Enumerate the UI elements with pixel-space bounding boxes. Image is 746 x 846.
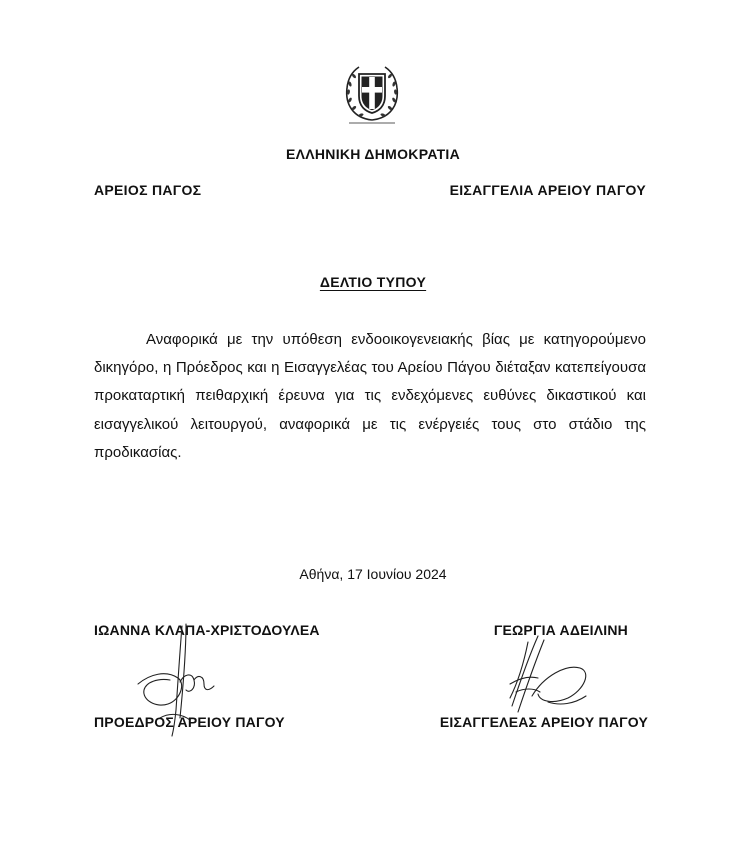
signature-right-icon [488, 632, 598, 722]
signatory-right-name: ΓΕΩΡΓΙΑ ΑΔΕΙΛΙΝΗ [493, 622, 628, 638]
coat-of-arms-icon [339, 60, 405, 126]
signatory-left-role: ΠΡΟΕΔΡΟΣ ΑΡΕΙΟΥ ΠΑΓΟΥ [94, 714, 285, 730]
press-release-body: Αναφορικά με την υπόθεση ενδοοικογενειακής βίας με κατηγορούμενο δικηγόρο, η Πρόεδρος και η Εισαγγελέας του Αρείου Πάγου διέταξαν κατεπείγουσα προκαταρτική πειθαρχική έρευνα για τις ενδεχόμενες ευθύνες δικαστικού και εισαγγελικού λειτουργού, αναφορικά με τις ενέργειές τους στο στάδιο της προδικασίας. [94, 331, 646, 461]
authority-left: ΑΡΕΙΟΣ ΠΑΓΟΣ [94, 182, 202, 198]
authority-right: ΕΙΣΑΓΓΕΛΙΑ ΑΡΕΙΟΥ ΠΑΓΟΥ [449, 182, 646, 198]
document-title: ΔΕΛΤΙΟ ΤΥΠΟΥ [319, 274, 427, 290]
country-heading: ΕΛΛΗΝΙΚΗ ΔΗΜΟΚΡΑΤΙΑ [285, 146, 461, 162]
signatory-right-role: ΕΙΣΑΓΓΕΛΕΑΣ ΑΡΕΙΟΥ ΠΑΓΟΥ [439, 714, 648, 730]
signatory-left-name: ΙΩΑΝΝΑ ΚΛΑΠΑ-ΧΡΙΣΤΟΔΟΥΛΕΑ [94, 622, 320, 638]
document-date: Αθήνα, 17 Ιουνίου 2024 [299, 566, 447, 582]
